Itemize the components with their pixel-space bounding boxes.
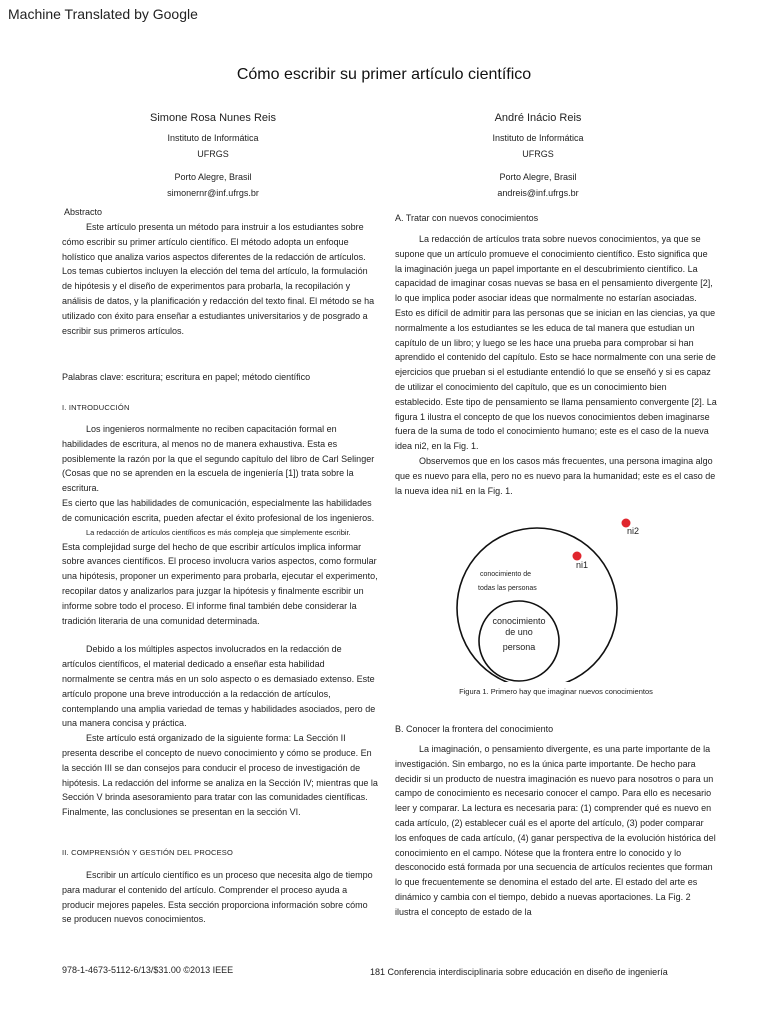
section-1-body	[62, 422, 378, 820]
inner-label-line-2: de uno	[505, 627, 533, 637]
paragraph: La redacción de artículos trata sobre nuevos conocimientos, ya que se supone que un artículo promueve el conocimiento científico. Esto significa que la imaginación juega un papel importante en el descubrimiento científico. La capacidad de imaginar cosas nuevas se basa en el pensamiento divergente [2], lo que implica poder asociar ideas que normalmente no estarían asociadas. Esto es difícil de admitir para las personas que se inician en las ciencias, ya que normalmente a los estudiantes se les educa de tal manera que estudian un capítulo de un libro; y luego se les hace una prueba para comprobar si han aprendido el contenido del capítulo. Esto se hace normalmente con una serie de ejercicios que prueban si el estudiante entendió lo que se enseñó y si es capaz de utilizar el conocimiento del capítulo, que es un conocimiento bien establecido. Este tipo de pensamiento se llama pensamiento convergente [2]. La figura 1 ilustra el concepto de que los nuevos conocimientos deben imaginarse fuera de la suma de todo el conocimiento humano; este es el caso de la nueva idea ni2, en la Fig. 1.	[395, 234, 717, 452]
keywords: Palabras clave: escritura; escritura en papel; método científico	[62, 372, 311, 382]
author-block-2	[443, 110, 633, 202]
translation-banner: Machine Translated by Google	[8, 6, 198, 22]
author-institute: Instituto de Informática	[167, 132, 259, 143]
outer-label-line-1: conocimiento de	[480, 571, 531, 578]
author-name: Simone Rosa Nunes Reis	[150, 112, 276, 124]
knowledge-diagram	[440, 512, 660, 682]
paper-title: Cómo escribir su primer artículo científico	[236, 66, 532, 83]
abstract-heading: Abstracto	[64, 207, 103, 217]
paragraph-lead: La redacción de artículos científicos es más compleja que simplemente escribir.	[86, 527, 351, 537]
subsection-b-heading: B. Conocer la frontera del conocimiento	[395, 724, 554, 734]
abstract-paragraph: Este artículo presenta un método para instruir a los estudiantes sobre cómo escribir su primer artículo científico. El método adopta un enfoque holístico que analiza varios aspectos diferentes de la redacción de artículos. Los temas cubiertos incluyen la elección del tema del artículo, la formulación de hipótesis y el diseño de experimentos para probarla, la recopilación y análisis de datos, y la planificación y redacción del texto final. El método se ha utilizado con éxito para enseñar a estudiantes universitarios y de posgrado a escribir sus primeros artículos.	[62, 222, 375, 336]
paragraph: Escribir un artículo científico es un proceso que necesita algo de tiempo para madurar el contenido del artículo. Comprender el proceso ayuda a producir mejores papeles. Esta sección proporciona información sobre cómo se producen nuevos conocimientos.	[62, 870, 373, 925]
subsection-a-body	[395, 232, 717, 498]
author-city: Porto Alegre, Brasil	[174, 171, 252, 182]
footer-conference: 181 Conferencia interdisciplinaria sobre educación en diseño de ingeniería	[370, 967, 668, 977]
figure-1	[440, 512, 660, 682]
new-idea-ni1-label: ni1	[576, 560, 589, 570]
abstract-text	[62, 220, 378, 338]
section-2-body	[62, 868, 378, 927]
author-city: Porto Alegre, Brasil	[499, 171, 577, 182]
paragraph: Observemos que en los casos más frecuentes, una persona imagina algo que es nuevo para ella, pero no es nuevo para la humanidad; este es el caso de la nueva idea ni1 en la Fig. 1.	[395, 455, 716, 496]
new-idea-ni2-label: ni2	[627, 526, 640, 536]
paragraph: Debido a los múltiples aspectos involucrados en la redacción de artículos científicos, el material dedicado a enseñar esta habilidad normalmente se centra más en un solo aspecto o es demasiado extenso. Este artículo propone una breve introducción a la redacción de artículos, contemplando una amplia variedad de temas y habilidades asociados, pero de una manera concisa y práctica.	[62, 644, 376, 729]
paragraph: Este artículo está organizado de la siguiente forma: La Sección II presenta describe el concepto de nuevo conocimiento y cómo se produce. En la sección III se dan consejos para conducir el proceso de investigación de hipótesis. La redacción del informe se analiza en la Sección IV; mientras que la Sección V brinda asesoramiento para tratar con las comunidades científicas. Finalmente, las conclusiones se presentan en la sección VI.	[62, 733, 378, 818]
figure-1-caption: Figura 1. Primero hay que imaginar nuevos conocimientos	[459, 687, 653, 696]
section-2-heading: II. COMPRENSIÓN Y GESTIÓN DEL PROCESO	[62, 848, 234, 857]
author-name: André Inácio Reis	[494, 112, 582, 124]
author-institute: Instituto de Informática	[492, 132, 584, 143]
subsection-a-heading: A. Tratar con nuevos conocimientos	[395, 213, 539, 223]
author-university: UFRGS	[522, 149, 554, 159]
outer-label-line-2: todas las personas	[478, 585, 537, 592]
footer-copyright: 978-1-4673-5112-6/13/$31.00 ©2013 IEEE	[62, 965, 234, 975]
paragraph: Los ingenieros normalmente no reciben capacitación formal en habilidades de escritura, al menos no de manera exhaustiva. Esta es posiblemente la razón por la que el segundo capítulo del libro de Carl Selinger (Cosas que no se aprenden en la escuela de ingeniería [1]) trata sobre la escritura.	[62, 424, 375, 494]
author-email: simonernr@inf.ufrgs.br	[167, 188, 259, 198]
author-university: UFRGS	[197, 149, 229, 159]
paragraph: Es cierto que las habilidades de comunicación, especialmente las habilidades de comunicación escrita, pueden afectar el éxito profesional de los ingenieros.	[62, 497, 375, 523]
subsection-b-body	[395, 742, 717, 920]
paragraph: La imaginación, o pensamiento divergente, es una parte importante de la investigación. Sin embargo, no es la única parte importante. De hecho para decidir si un producto de nuestra imaginación es nuevo para nosotros o para un campo de conocimiento es necesario conocer el campo. Para ello es necesario leer y comparar. La lectura es necesaria para: (1) comprender qué es nuevo en cada artículo, (2) establecer cuál es el aporte del artículo, (3) poder comparar los enfoques de cada artículo, (4) ganar perspectiva de la evolución histórica del conocimiento en el campo. Nótese que la frontera entre lo conocido y lo desconocido está formada por una secuencia de artículos recientes que forman lo que frecuentemente se denomina el estado del arte. El estado del arte es dinámico y cambia con el tiempo, debido a nuevas aportaciones. La Fig. 2 ilustra el concepto de estado de la	[395, 744, 716, 917]
one-person-knowledge-circle	[479, 601, 559, 681]
section-1-heading: I. INTRODUCCIÓN	[62, 403, 130, 412]
inner-label-line-3: persona	[502, 642, 536, 652]
author-email: andreis@inf.ufrgs.br	[497, 188, 579, 198]
author-block-1	[118, 110, 308, 202]
paragraph: Esta complejidad surge del hecho de que escribir artículos implica informar sobre avances científicos. El proceso involucra varios aspectos, como formular una hipótesis, proponer un experimento para probarla, ejecutar el experimento, recopilar datos y analizarlos para juzgar la hipótesis y finalmente escribir un informe sobre todo el proceso. El informe final también debe considerar la tradición literaria de una comunidad determinada.	[62, 541, 378, 626]
inner-label-line-1: conocimiento	[492, 616, 546, 626]
